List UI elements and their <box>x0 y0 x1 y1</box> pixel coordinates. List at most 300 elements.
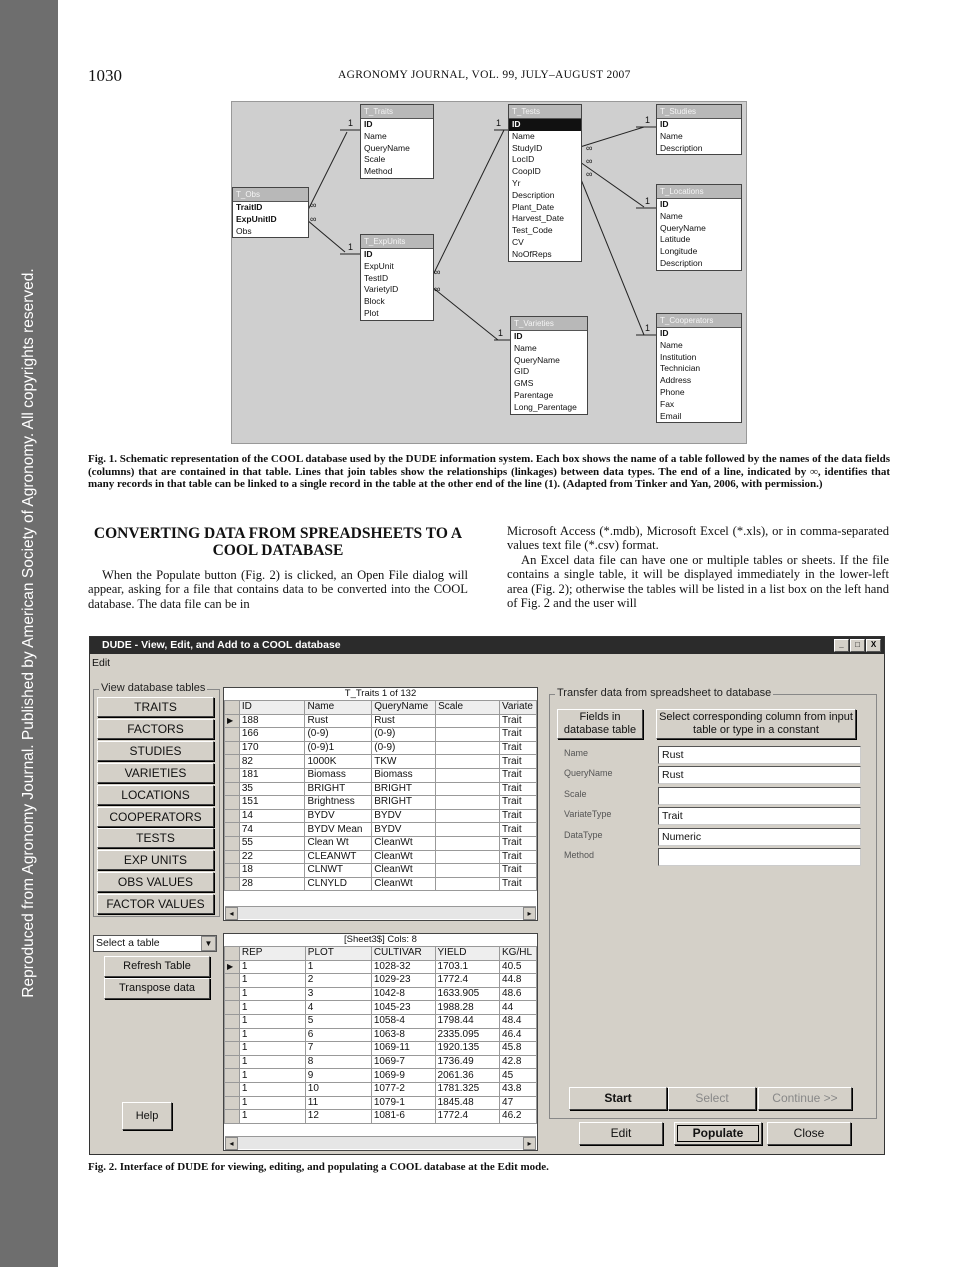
table-cell[interactable] <box>436 823 500 837</box>
upper-grid-table <box>224 700 537 891</box>
scroll-right-icon[interactable]: ▸ <box>523 1137 536 1150</box>
row-selector[interactable] <box>225 1014 240 1028</box>
current-row-icon[interactable]: ▶ <box>225 714 240 728</box>
refresh-table-button[interactable]: Refresh Table <box>104 956 210 977</box>
table-cell[interactable] <box>436 796 500 810</box>
schema-table-t-cooperators <box>656 313 742 423</box>
many-marker: ∞ <box>586 169 593 179</box>
table-row[interactable] <box>225 741 537 755</box>
row-selector[interactable] <box>225 809 240 823</box>
table-cell[interactable]: 12 <box>305 1110 371 1124</box>
edit-button[interactable]: Edit <box>579 1122 663 1145</box>
running-header: AGRONOMY JOURNAL, VOL. 99, JULY–AUGUST 2007 <box>338 69 631 81</box>
table-cell[interactable]: Trait <box>499 796 536 810</box>
table-cell[interactable]: Clean Wt <box>305 836 372 850</box>
view-button-obs-values[interactable]: OBS VALUES <box>97 872 214 892</box>
column-header[interactable]: ID <box>239 701 305 715</box>
schema-field: Phone <box>660 386 685 397</box>
table-cell[interactable]: 1 <box>239 1028 305 1042</box>
column-header[interactable]: QueryName <box>372 701 436 715</box>
field-value-input[interactable] <box>658 848 861 866</box>
many-marker: ∞ <box>434 284 441 294</box>
field-value-input[interactable]: Rust <box>658 766 861 784</box>
table-cell[interactable]: 1042-8 <box>371 987 435 1001</box>
column-header-button: Select corresponding column from input table or type in a constant <box>656 709 856 739</box>
table-cell[interactable]: BRIGHT <box>305 782 372 796</box>
table-cell[interactable] <box>436 755 500 769</box>
table-cell[interactable]: 47 <box>500 1096 537 1110</box>
table-cell[interactable]: 1703.1 <box>435 960 500 974</box>
table-row[interactable] <box>225 960 537 974</box>
table-cell[interactable]: Trait <box>499 782 536 796</box>
table-cell[interactable]: 1772.4 <box>435 1110 500 1124</box>
table-row[interactable] <box>225 768 537 782</box>
table-cell[interactable]: 170 <box>239 741 305 755</box>
current-row-icon[interactable]: ▶ <box>225 960 240 974</box>
table-cell[interactable]: 44 <box>500 1001 537 1015</box>
table-row[interactable] <box>225 1001 537 1015</box>
schema-field: Long_Parentage <box>514 401 577 412</box>
table-cell[interactable]: 45 <box>500 1069 537 1083</box>
table-cell[interactable] <box>436 714 500 728</box>
schema-field: QueryName <box>660 222 706 233</box>
table-cell[interactable]: 55 <box>239 836 305 850</box>
schema-field: NoOfReps <box>512 248 552 259</box>
schema-field: Fax <box>660 398 675 409</box>
table-cell[interactable]: Biomass <box>372 768 436 782</box>
schema-field: QueryName <box>364 142 410 153</box>
many-marker: ∞ <box>310 214 317 224</box>
table-cell[interactable]: 1 <box>239 1082 305 1096</box>
table-cell[interactable]: 2 <box>305 974 371 988</box>
schema-field: Test_Code <box>512 225 553 236</box>
table-cell[interactable]: 42.8 <box>500 1055 537 1069</box>
field-label: Method <box>564 850 595 860</box>
table-cell[interactable] <box>436 877 500 891</box>
table-cell[interactable]: 188 <box>239 714 305 728</box>
figure-2-caption: Fig. 2. Interface of DUDE for viewing, editing, and populating a COOL database at the Edit mode. <box>88 1161 549 1173</box>
table-cell[interactable]: 1 <box>239 1014 305 1028</box>
populate-button[interactable]: Populate <box>674 1122 762 1145</box>
row-selector[interactable] <box>225 1001 240 1015</box>
row-selector[interactable] <box>225 1069 240 1083</box>
table-cell[interactable]: Trait <box>499 714 536 728</box>
table-cell[interactable]: 11 <box>305 1096 371 1110</box>
table-cell[interactable]: 1633.905 <box>435 987 500 1001</box>
table-cell[interactable]: 1077-2 <box>371 1082 435 1096</box>
column-header[interactable]: PLOT <box>305 947 371 961</box>
table-cell[interactable]: Biomass <box>305 768 372 782</box>
row-selector[interactable] <box>225 755 240 769</box>
table-cell[interactable]: 46.4 <box>500 1028 537 1042</box>
table-cell[interactable]: 1 <box>239 960 305 974</box>
table-cell[interactable]: (0-9) <box>372 728 436 742</box>
table-cell[interactable]: (0-9) <box>372 741 436 755</box>
figure-1-caption: Fig. 1. Schematic representation of the COOL database used by the DUDE information system. Each box shows the name of a table followed by the names of the data fields (columns) that are contained in that table. Lines that join tables show the relationships (linkages) between data types. The end of a line, indicated by ∞, identifies that many records in that table can be linked to a single record in the table at the other end of the line (1). (Adapted from Tinker and Yan, 2006, with permission.) <box>88 453 890 490</box>
copyright-text: Reproduced from Agronomy Journal. Published by American Society of Agronomy. All copyrights reserved. <box>20 268 37 998</box>
table-cell[interactable]: 7 <box>305 1042 371 1056</box>
body-paragraph-right-1: Microsoft Access (*.mdb), Microsoft Excel (*.xls), or in comma-separated values text file (*.csv) format. <box>507 524 889 553</box>
table-cell[interactable]: 18 <box>239 864 305 878</box>
schema-field: Longitude <box>660 246 698 257</box>
table-cell[interactable]: Trait <box>499 823 536 837</box>
table-cell[interactable] <box>436 741 500 755</box>
schema-table-t-obs <box>232 187 309 238</box>
table-cell[interactable]: Rust <box>372 714 436 728</box>
table-row[interactable] <box>225 1055 537 1069</box>
table-cell[interactable]: 1 <box>305 960 371 974</box>
dude-window <box>89 636 885 1155</box>
table-cell[interactable]: 1736.49 <box>435 1055 500 1069</box>
table-row[interactable] <box>225 836 537 850</box>
view-button-factor-values[interactable]: FACTOR VALUES <box>97 894 214 914</box>
table-cell[interactable]: 22 <box>239 850 305 864</box>
column-header[interactable]: Scale <box>436 701 500 715</box>
table-cell[interactable] <box>436 850 500 864</box>
view-button-varieties[interactable]: VARIETIES <box>97 763 214 783</box>
schema-field: Plot <box>364 307 379 318</box>
table-cell[interactable]: CleanWt <box>372 864 436 878</box>
schema-field: Latitude <box>660 234 691 245</box>
schema-field: ID <box>364 249 373 259</box>
table-cell[interactable]: 1845.48 <box>435 1096 500 1110</box>
table-cell[interactable]: 8 <box>305 1055 371 1069</box>
schema-field: Yr <box>512 177 521 188</box>
table-cell[interactable]: 82 <box>239 755 305 769</box>
maximize-button[interactable]: □ <box>850 639 865 652</box>
row-selector[interactable] <box>225 728 240 742</box>
schema-field: Name <box>514 342 537 353</box>
table-row[interactable] <box>225 850 537 864</box>
view-button-exp-units[interactable]: EXP UNITS <box>97 850 214 870</box>
schema-table-t-studies <box>656 104 742 155</box>
table-cell[interactable]: 1798.44 <box>435 1014 500 1028</box>
table-cell[interactable]: 1920.135 <box>435 1042 500 1056</box>
row-selector[interactable] <box>225 974 240 988</box>
table-cell[interactable]: BYDV <box>305 809 372 823</box>
one-marker: 1 <box>348 118 354 128</box>
table-cell[interactable]: 44.8 <box>500 974 537 988</box>
table-cell[interactable]: 6 <box>305 1028 371 1042</box>
scroll-left-icon[interactable]: ◂ <box>225 1137 238 1150</box>
table-row[interactable] <box>225 987 537 1001</box>
table-cell[interactable]: Trait <box>499 728 536 742</box>
schema-table-t-expunits <box>360 234 434 321</box>
schema-field: Institution <box>660 351 697 362</box>
table-cell[interactable] <box>436 782 500 796</box>
field-value-input[interactable]: Trait <box>658 807 861 825</box>
schema-field: ExpUnit <box>364 260 394 271</box>
table-cell[interactable]: CleanWt <box>372 877 436 891</box>
table-cell[interactable]: 43.8 <box>500 1082 537 1096</box>
lower-grid-table <box>224 946 537 1124</box>
schema-field: ID <box>660 119 669 129</box>
table-cell[interactable]: 1 <box>239 1110 305 1124</box>
row-selector[interactable] <box>225 1028 240 1042</box>
schema-field: Parentage <box>514 389 554 400</box>
row-selector[interactable] <box>225 987 240 1001</box>
table-row[interactable] <box>225 1014 537 1028</box>
table-row[interactable] <box>225 796 537 810</box>
table-cell[interactable]: Brightness <box>305 796 372 810</box>
table-cell[interactable]: 48.4 <box>500 1014 537 1028</box>
close-button[interactable]: Close <box>767 1122 851 1145</box>
view-tables-label: View database tables <box>101 682 206 694</box>
column-header[interactable]: KG/HL <box>500 947 537 961</box>
minimize-button[interactable]: _ <box>834 639 849 652</box>
upper-data-grid[interactable] <box>223 687 538 921</box>
table-cell[interactable]: 1081-6 <box>371 1110 435 1124</box>
table-cell[interactable]: 74 <box>239 823 305 837</box>
table-cell[interactable]: 3 <box>305 987 371 1001</box>
column-header[interactable]: YIELD <box>435 947 500 961</box>
table-cell[interactable]: 2061.36 <box>435 1069 500 1083</box>
schema-field: ExpUnitID <box>236 213 277 224</box>
table-cell[interactable]: 1988.28 <box>435 1001 500 1015</box>
table-cell[interactable]: 46.2 <box>500 1110 537 1124</box>
table-row[interactable] <box>225 755 537 769</box>
table-cell[interactable]: CleanWt <box>372 836 436 850</box>
view-button-tests[interactable]: TESTS <box>97 828 214 848</box>
row-selector[interactable] <box>225 823 240 837</box>
window-titlebar <box>90 637 884 654</box>
row-selector[interactable] <box>225 864 240 878</box>
table-cell[interactable]: BYDV <box>372 809 436 823</box>
field-value-input[interactable]: Numeric <box>658 828 861 846</box>
schema-field: GID <box>514 366 530 377</box>
many-marker: ∞ <box>586 156 593 166</box>
table-cell[interactable]: Trait <box>499 809 536 823</box>
schema-table-title: T_ExpUnits <box>361 235 433 249</box>
table-row[interactable] <box>225 877 537 891</box>
row-selector[interactable] <box>225 877 240 891</box>
table-cell[interactable]: 1069-7 <box>371 1055 435 1069</box>
chevron-down-icon[interactable]: ▼ <box>201 936 216 951</box>
table-cell[interactable]: 1 <box>239 1042 305 1056</box>
field-label: DataType <box>564 829 603 840</box>
column-header[interactable]: REP <box>239 947 305 961</box>
select-table-dropdown[interactable] <box>93 935 217 952</box>
table-cell[interactable]: 1045-23 <box>371 1001 435 1015</box>
row-selector[interactable] <box>225 1110 240 1124</box>
table-cell[interactable]: 1069-11 <box>371 1042 435 1056</box>
table-cell[interactable]: 35 <box>239 782 305 796</box>
schema-field: Name <box>660 210 683 221</box>
one-marker: 1 <box>348 242 354 252</box>
table-cell[interactable]: 9 <box>305 1069 371 1083</box>
upper-grid-scrollbar[interactable] <box>225 906 536 919</box>
row-selector[interactable] <box>225 1055 240 1069</box>
field-label: Name <box>564 748 589 758</box>
row-selector[interactable] <box>225 1096 240 1110</box>
schema-field: CoopID <box>512 166 541 177</box>
table-cell[interactable]: CLNWT <box>305 864 372 878</box>
table-cell[interactable]: BRIGHT <box>372 782 436 796</box>
table-cell[interactable] <box>436 768 500 782</box>
table-cell[interactable]: Trait <box>499 836 536 850</box>
table-row[interactable] <box>225 823 537 837</box>
table-row[interactable] <box>225 1082 537 1096</box>
table-cell[interactable]: 5 <box>305 1014 371 1028</box>
view-button-cooperators[interactable]: COOPERATORS <box>97 807 214 827</box>
one-marker: 1 <box>645 196 651 206</box>
table-cell[interactable]: 45.8 <box>500 1042 537 1056</box>
window-title: DUDE - View, Edit, and Add to a COOL database <box>102 639 341 651</box>
row-selector[interactable] <box>225 741 240 755</box>
table-row[interactable] <box>225 728 537 742</box>
schema-field: Obs <box>236 225 252 236</box>
scroll-left-icon[interactable]: ◂ <box>225 907 238 920</box>
column-header[interactable]: CULTIVAR <box>371 947 435 961</box>
table-cell[interactable]: 1000K <box>305 755 372 769</box>
table-row[interactable] <box>225 809 537 823</box>
figure-1-schema <box>231 101 747 444</box>
schema-field: QueryName <box>514 354 560 365</box>
schema-field: Harvest_Date <box>512 213 564 224</box>
lower-grid-scrollbar[interactable] <box>225 1136 536 1149</box>
schema-field: Plant_Date <box>512 201 555 212</box>
table-cell[interactable] <box>436 836 500 850</box>
table-cell[interactable]: 1079-1 <box>371 1096 435 1110</box>
many-marker: ∞ <box>310 200 317 210</box>
schema-table-t-traits <box>360 104 434 179</box>
table-cell[interactable]: 1058-4 <box>371 1014 435 1028</box>
table-row[interactable] <box>225 1028 537 1042</box>
table-cell[interactable]: BYDV Mean <box>305 823 372 837</box>
table-cell[interactable]: Trait <box>499 768 536 782</box>
table-cell[interactable]: TKW <box>372 755 436 769</box>
row-selector[interactable] <box>225 850 240 864</box>
schema-field: Scale <box>364 154 386 165</box>
table-cell[interactable]: Rust <box>305 714 372 728</box>
table-cell[interactable] <box>436 864 500 878</box>
schema-field: Description <box>512 189 555 200</box>
table-row[interactable] <box>225 782 537 796</box>
table-cell[interactable]: 1 <box>239 1096 305 1110</box>
table-cell[interactable]: Trait <box>499 741 536 755</box>
close-window-button[interactable]: X <box>866 639 881 652</box>
column-header[interactable]: Variate <box>499 701 536 715</box>
row-selector[interactable] <box>225 1082 240 1096</box>
field-value-input[interactable]: Rust <box>658 746 861 764</box>
table-cell[interactable]: Trait <box>499 755 536 769</box>
view-button-traits[interactable]: TRAITS <box>97 697 214 717</box>
column-header[interactable]: Name <box>305 701 372 715</box>
table-cell[interactable]: Trait <box>499 850 536 864</box>
table-cell[interactable]: 1028-32 <box>371 960 435 974</box>
table-row[interactable] <box>225 1069 537 1083</box>
schema-field: TestID <box>364 272 389 283</box>
table-row[interactable] <box>225 864 537 878</box>
fields-header-button: Fields in database table <box>557 709 643 739</box>
lower-data-grid[interactable] <box>223 933 538 1151</box>
select-table-value: Select a table <box>96 937 160 949</box>
table-cell[interactable]: 2335.095 <box>435 1028 500 1042</box>
table-cell[interactable]: BYDV <box>372 823 436 837</box>
table-cell[interactable]: 10 <box>305 1082 371 1096</box>
table-cell[interactable]: (0-9) <box>305 728 372 742</box>
table-cell[interactable]: 181 <box>239 768 305 782</box>
table-row[interactable] <box>225 1096 537 1110</box>
table-cell[interactable]: 1063-8 <box>371 1028 435 1042</box>
table-cell[interactable]: CleanWt <box>372 850 436 864</box>
table-cell[interactable]: 1772.4 <box>435 974 500 988</box>
table-row[interactable] <box>225 1042 537 1056</box>
view-button-locations[interactable]: LOCATIONS <box>97 785 214 805</box>
view-button-studies[interactable]: STUDIES <box>97 741 214 761</box>
table-cell[interactable]: 151 <box>239 796 305 810</box>
table-cell[interactable]: BRIGHT <box>372 796 436 810</box>
table-cell[interactable]: 1 <box>239 974 305 988</box>
table-cell[interactable]: 48.6 <box>500 987 537 1001</box>
continue-button[interactable]: Continue >> <box>758 1087 852 1110</box>
table-cell[interactable]: 40.5 <box>500 960 537 974</box>
transfer-group-label: Transfer data from spreadsheet to database <box>557 687 772 699</box>
table-cell[interactable] <box>436 728 500 742</box>
table-cell[interactable]: 1 <box>239 1001 305 1015</box>
many-marker: ∞ <box>586 143 593 153</box>
view-button-factors[interactable]: FACTORS <box>97 719 214 739</box>
row-selector[interactable] <box>225 796 240 810</box>
table-cell[interactable]: Trait <box>499 877 536 891</box>
help-button[interactable]: Help <box>122 1102 172 1130</box>
row-selector[interactable] <box>225 1042 240 1056</box>
select-button[interactable]: Select <box>668 1087 756 1110</box>
schema-field: Method <box>364 166 393 177</box>
table-cell[interactable]: 1 <box>239 1069 305 1083</box>
schema-field: TraitID <box>236 202 263 212</box>
table-row[interactable] <box>225 1110 537 1124</box>
schema-field: Name <box>364 130 387 141</box>
row-selector[interactable] <box>225 782 240 796</box>
upper-grid-caption: T_Traits 1 of 132 <box>344 688 417 699</box>
table-cell[interactable]: 28 <box>239 877 305 891</box>
copyright-sidebar <box>0 0 58 1267</box>
one-marker: 1 <box>645 115 651 125</box>
table-cell[interactable] <box>436 809 500 823</box>
table-cell[interactable]: 1 <box>239 987 305 1001</box>
table-cell[interactable]: 1069-9 <box>371 1069 435 1083</box>
table-cell[interactable]: CLEANWT <box>305 850 372 864</box>
table-cell[interactable]: 1029-23 <box>371 974 435 988</box>
table-cell[interactable]: 14 <box>239 809 305 823</box>
table-cell[interactable]: (0-9)1 <box>305 741 372 755</box>
start-button[interactable]: Start <box>569 1087 667 1110</box>
schema-field: ID <box>660 328 669 338</box>
page-number: 1030 <box>88 66 122 85</box>
table-row[interactable] <box>225 714 537 728</box>
table-cell[interactable]: 166 <box>239 728 305 742</box>
table-cell[interactable]: 1 <box>239 1055 305 1069</box>
schema-field: ID <box>364 119 373 129</box>
table-cell[interactable]: CLNYLD <box>305 877 372 891</box>
row-selector[interactable] <box>225 768 240 782</box>
menu-edit[interactable]: Edit <box>92 657 111 669</box>
transpose-data-button[interactable]: Transpose data <box>104 978 210 999</box>
row-selector[interactable] <box>225 836 240 850</box>
table-row[interactable] <box>225 974 537 988</box>
scroll-right-icon[interactable]: ▸ <box>523 907 536 920</box>
schema-field: Address <box>660 375 692 386</box>
schema-field: Name <box>660 339 683 350</box>
table-cell[interactable]: 1781.325 <box>435 1082 500 1096</box>
table-cell[interactable]: 4 <box>305 1001 371 1015</box>
table-cell[interactable]: Trait <box>499 864 536 878</box>
one-marker: 1 <box>496 118 502 128</box>
field-label: Scale <box>564 788 587 799</box>
schema-field: CV <box>512 236 524 247</box>
field-value-input[interactable] <box>658 787 861 805</box>
